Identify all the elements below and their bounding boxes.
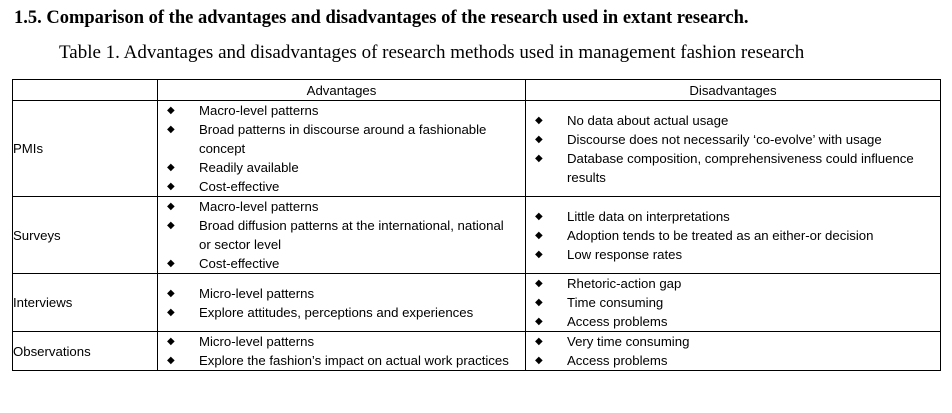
- list-item-text: Micro-level patterns: [199, 285, 315, 301]
- list-item-text: Readily available: [199, 160, 299, 175]
- table-row: [13, 197, 941, 274]
- list-item: [158, 197, 525, 216]
- list-item: [158, 101, 525, 120]
- header-advantages: Advantages: [158, 80, 526, 101]
- list-item: [526, 351, 940, 370]
- diamond-bullet-icon: ◆: [167, 105, 175, 116]
- list-item-text: Low response rates: [567, 246, 683, 262]
- diamond-bullet-icon: ◆: [535, 355, 543, 366]
- disadvantages-list: [526, 274, 940, 331]
- disadvantages-cell: [526, 332, 941, 371]
- table-caption: Table 1. Advantages and disadvantages of research methods used in management fashion research: [59, 42, 805, 63]
- list-item-text: No data about actual usage: [567, 112, 729, 128]
- list-item-text: Little data on interpretations: [567, 208, 730, 224]
- list-item-text: Broad patterns in discourse around a fashionable concept: [199, 122, 487, 156]
- diamond-bullet-icon: ◆: [167, 220, 175, 231]
- list-item-text: Discourse does not necessarily ‘co-evolve’ with usage: [567, 131, 882, 147]
- list-item-text: Database composition, comprehensiveness could influence results: [567, 150, 914, 185]
- list-item: [526, 332, 940, 351]
- diamond-bullet-icon: ◆: [167, 162, 175, 173]
- diamond-bullet-icon: ◆: [535, 133, 543, 145]
- list-item: [158, 216, 525, 254]
- diamond-bullet-icon: ◆: [535, 316, 543, 327]
- disadvantages-list: [526, 207, 940, 264]
- list-item: [526, 245, 940, 264]
- list-item: [158, 332, 525, 351]
- diamond-bullet-icon: ◆: [535, 152, 543, 164]
- table-body: [13, 101, 941, 371]
- list-item-text: Rhetoric-action gap: [567, 276, 682, 291]
- table-row: [13, 274, 941, 332]
- table-header-row: [13, 80, 941, 101]
- section-heading: 1.5. Comparison of the advantages and disadvantages of the research used in extant research.: [14, 8, 749, 28]
- diamond-bullet-icon: ◆: [535, 278, 543, 289]
- list-item: [526, 293, 940, 312]
- header-disadvantages: Disadvantages: [526, 80, 941, 101]
- list-item: [158, 158, 525, 177]
- diamond-bullet-icon: ◆: [535, 229, 543, 241]
- list-item: [526, 274, 940, 293]
- diamond-bullet-icon: ◆: [167, 124, 175, 135]
- advantages-list: [158, 101, 525, 196]
- disadvantages-cell: [526, 101, 941, 197]
- method-cell: Surveys: [13, 197, 158, 274]
- list-item-text: Macro-level patterns: [199, 103, 319, 118]
- advantages-cell: [158, 101, 526, 197]
- table-row: [13, 332, 941, 371]
- disadvantages-cell: [526, 274, 941, 332]
- methods-comparison-table: [12, 79, 941, 371]
- list-item-text: Cost-effective: [199, 179, 280, 194]
- diamond-bullet-icon: ◆: [535, 114, 543, 126]
- list-item: [526, 207, 940, 226]
- list-item: [526, 226, 940, 245]
- list-item-text: Cost-effective: [199, 256, 280, 271]
- list-item-text: Broad diffusion patterns at the international, national or sector level: [199, 218, 504, 252]
- list-item: [158, 120, 525, 158]
- list-item-text: Adoption tends to be treated as an either-or decision: [567, 227, 874, 243]
- diamond-bullet-icon: ◆: [535, 248, 543, 260]
- list-item: [158, 284, 525, 303]
- table-row: [13, 101, 941, 197]
- disadvantages-cell: [526, 197, 941, 274]
- list-item: [526, 130, 940, 149]
- list-item-text: Access problems: [567, 314, 668, 329]
- diamond-bullet-icon: ◆: [167, 258, 175, 269]
- method-cell: Interviews: [13, 274, 158, 332]
- list-item-text: Macro-level patterns: [199, 199, 319, 214]
- advantages-list: [158, 332, 525, 370]
- list-item: [526, 149, 940, 187]
- diamond-bullet-icon: ◆: [535, 210, 543, 222]
- list-item-text: Time consuming: [567, 295, 664, 310]
- method-cell: Observations: [13, 332, 158, 371]
- diamond-bullet-icon: ◆: [167, 355, 175, 366]
- diamond-bullet-icon: ◆: [535, 297, 543, 308]
- advantages-cell: [158, 332, 526, 371]
- diamond-bullet-icon: ◆: [167, 306, 175, 318]
- list-item-text: Explore the fashion’s impact on actual work practices: [199, 353, 509, 368]
- disadvantages-list: [526, 111, 940, 187]
- list-item: [158, 303, 525, 322]
- list-item: [526, 111, 940, 130]
- diamond-bullet-icon: ◆: [167, 181, 175, 192]
- diamond-bullet-icon: ◆: [535, 336, 543, 347]
- list-item-text: Very time consuming: [567, 334, 690, 349]
- advantages-cell: [158, 197, 526, 274]
- diamond-bullet-icon: ◆: [167, 287, 175, 299]
- diamond-bullet-icon: ◆: [167, 201, 175, 212]
- advantages-cell: [158, 274, 526, 332]
- advantages-list: [158, 284, 525, 322]
- list-item-text: Micro-level patterns: [199, 334, 315, 349]
- list-item: [158, 351, 525, 370]
- list-item: [158, 177, 525, 196]
- list-item: [158, 254, 525, 273]
- list-item-text: Access problems: [567, 353, 668, 368]
- header-method: [13, 80, 158, 101]
- advantages-list: [158, 197, 525, 273]
- list-item: [526, 312, 940, 331]
- method-cell: PMIs: [13, 101, 158, 197]
- disadvantages-list: [526, 332, 940, 370]
- list-item-text: Explore attitudes, perceptions and experiences: [199, 304, 474, 320]
- diamond-bullet-icon: ◆: [167, 336, 175, 347]
